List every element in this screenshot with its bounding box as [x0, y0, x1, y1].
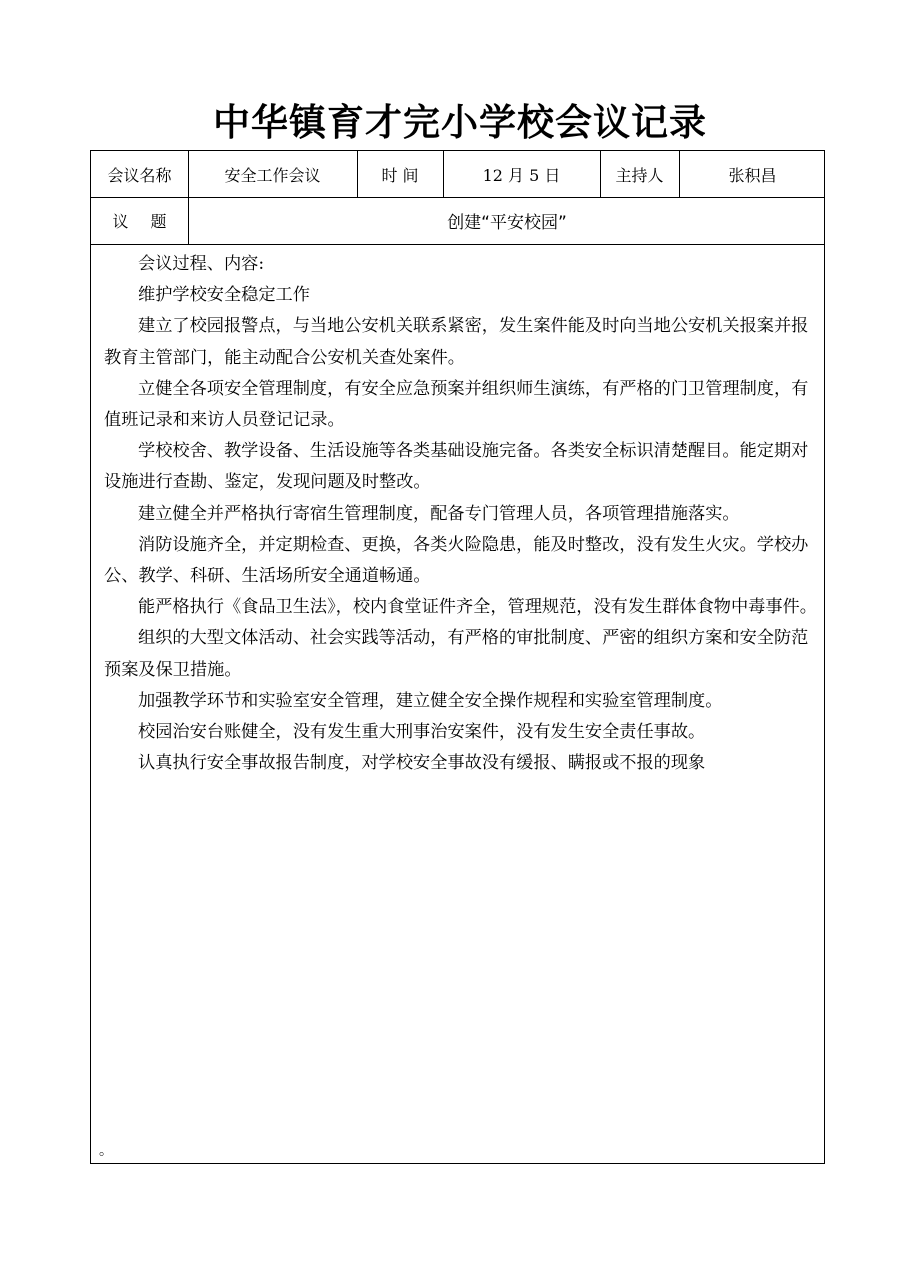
row-divider: [91, 244, 824, 245]
page-title: 中华镇育才完小学校会议记录: [213, 101, 707, 144]
content-paragraph: 维护学校安全稳定工作: [138, 285, 310, 306]
time-value: 12 月 5 日: [482, 165, 561, 185]
meeting-record-table: [90, 150, 825, 1164]
host-label: 主持人: [615, 165, 664, 185]
content-paragraph: 认真执行安全事故报告制度，对学校安全事故没有缓报、瞒报或不报的现象: [138, 753, 706, 774]
host-value: 张积昌: [728, 165, 777, 185]
content-paragraph: 立健全各项安全管理制度，有安全应急预案并组织师生演练，有严格的门卫管理制度，有值班记录和来访人员登记记录。: [104, 378, 809, 431]
end-mark: 。: [99, 1143, 113, 1159]
meeting-name-value: 安全工作会议: [224, 165, 321, 185]
content-paragraph: 组织的大型文体活动、社会实践等活动，有严格的审批制度、严密的组织方案和安全防范预案及保卫措施。: [104, 628, 809, 680]
time-label: 时 间: [381, 165, 419, 185]
content-paragraph: 能严格执行《食品卫生法》，校内食堂证件齐全，管理规范，没有发生群体食物中毒事件。: [138, 597, 817, 618]
topic-label: 议题: [112, 212, 189, 231]
meeting-content: [91, 249, 826, 779]
content-paragraph: 学校校舍、教学设备、生活设施等各类基础设施完备。各类安全标识清楚醒目。能定期对设施进行查勘、鉴定，发现问题及时整改。: [104, 441, 809, 493]
content-paragraph: 建立了校园报警点，与当地公安机关联系紧密，发生案件能及时向当地公安机关报案并报教育主管部门，能主动配合公安机关查处案件。: [104, 316, 809, 368]
content-paragraph: 建立健全并严格执行寄宿生管理制度，配备专门管理人员，各项管理措施落实。: [138, 503, 740, 524]
content-paragraph: 校园治安台账健全，没有发生重大刑事治安案件，没有发生安全责任事故。: [138, 722, 706, 743]
content-paragraph: 会议过程、内容:: [138, 254, 265, 274]
topic-value: 创建“平安校园”: [447, 213, 567, 233]
meeting-name-label: 会议名称: [107, 165, 172, 185]
content-paragraph: 消防设施齐全，并定期检查、更换，各类火险隐患，能及时整改，没有发生火灾。学校办公、教学、科研、生活场所安全通道畅通。: [104, 534, 809, 587]
content-paragraph: 加强教学环节和实验室安全管理，建立健全安全操作规程和实验室管理制度。: [138, 690, 723, 711]
